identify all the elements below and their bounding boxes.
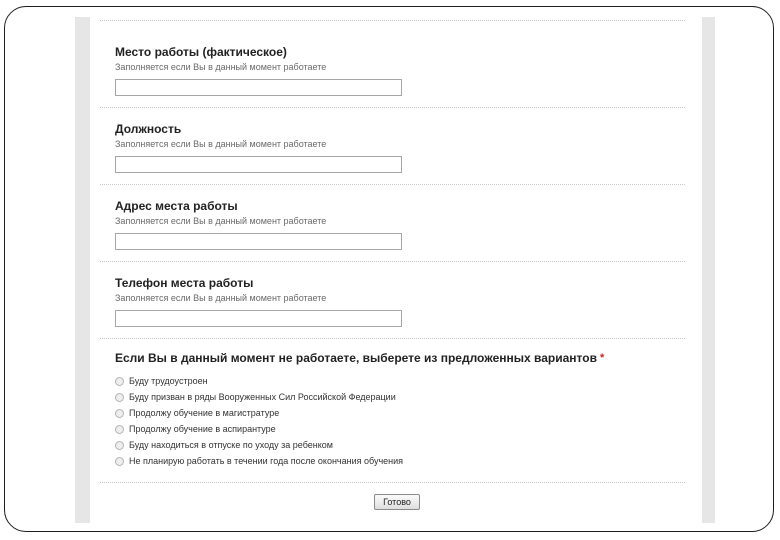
question-work-address: [115, 199, 402, 250]
section-divider: [100, 261, 685, 262]
radio-button[interactable]: [115, 409, 124, 418]
radio-group: [115, 373, 604, 469]
question-work-phone: [115, 276, 402, 327]
radio-option[interactable]: [115, 389, 604, 405]
radio-button[interactable]: [115, 457, 124, 466]
section-divider: [100, 482, 685, 483]
question-position: [115, 122, 402, 173]
question-title-text: Если Вы в данный момент не работаете, выберете из предложенных вариантов: [115, 351, 597, 365]
radio-label: Не планирую работать в течении года после окончания обучения: [129, 456, 404, 466]
radio-option[interactable]: [115, 437, 604, 453]
question-workplace: [115, 45, 402, 96]
radio-button[interactable]: [115, 377, 124, 386]
question-title: Адрес места работы: [115, 199, 238, 213]
radio-label: Буду трудоустроен: [129, 376, 208, 386]
radio-label: Буду призван в ряды Вооруженных Сил Российской Федерации: [129, 392, 396, 402]
section-divider: [100, 184, 685, 185]
question-help: Заполняется если Вы в данный момент работаете: [115, 62, 327, 72]
question-title: Телефон места работы: [115, 276, 254, 290]
radio-button[interactable]: [115, 393, 124, 402]
question-title: Место работы (фактическое): [115, 45, 287, 59]
radio-option[interactable]: [115, 421, 604, 437]
radio-button[interactable]: [115, 441, 124, 450]
required-mark: *: [599, 352, 605, 364]
work-phone-input[interactable]: [115, 310, 402, 327]
radio-label: Продолжу обучение в магистратуре: [129, 408, 280, 418]
question-help: Заполняется если Вы в данный момент работаете: [115, 139, 327, 149]
question-not-working: [115, 351, 604, 469]
question-help: Заполняется если Вы в данный момент работаете: [115, 216, 327, 226]
radio-option[interactable]: [115, 405, 604, 421]
radio-option[interactable]: [115, 453, 604, 469]
radio-label: Буду находиться в отпуске по уходу за ребенком: [129, 440, 333, 450]
workplace-input[interactable]: [115, 79, 402, 96]
question-title: Должность: [115, 122, 182, 136]
section-divider: [100, 20, 685, 21]
section-divider: [100, 107, 685, 108]
radio-button[interactable]: [115, 425, 124, 434]
position-input[interactable]: [115, 156, 402, 173]
radio-label: Продолжу обучение в аспирантуре: [129, 424, 276, 434]
submit-button[interactable]: Готово: [374, 494, 420, 510]
work-address-input[interactable]: [115, 233, 402, 250]
question-title: [115, 351, 604, 365]
section-divider: [100, 338, 685, 339]
question-help: Заполняется если Вы в данный момент работаете: [115, 293, 327, 303]
radio-option[interactable]: [115, 373, 604, 389]
